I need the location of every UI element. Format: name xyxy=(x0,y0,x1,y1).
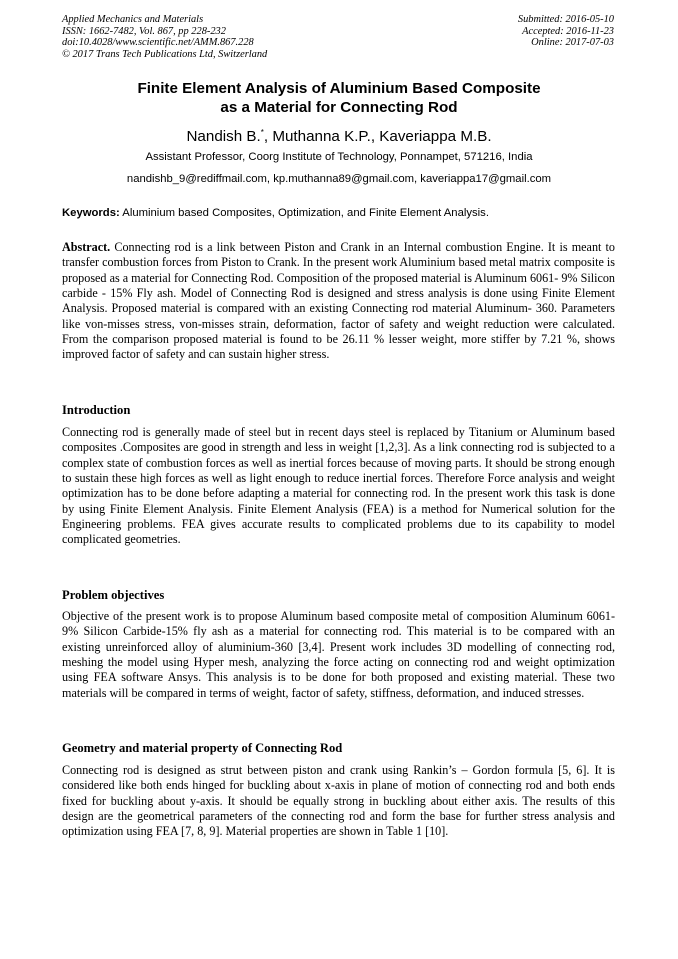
title-line-2: as a Material for Connecting Rod xyxy=(220,98,458,116)
introduction-heading: Introduction xyxy=(62,403,131,417)
author-emails: nandishb_9@rediffmail.com, kp.muthanna89@gmail.com, kaveriappa17@gmail.com xyxy=(126,173,552,185)
author-rest: , Muthanna K.P., Kaveriappa M.B. xyxy=(263,128,492,146)
keywords xyxy=(62,206,616,220)
keywords-label: Keywords: xyxy=(62,207,120,219)
title-line-1: Finite Element Analysis of Aluminium Based Composite xyxy=(137,80,541,97)
paper-title xyxy=(62,80,616,117)
geometry-paragraph: Connecting rod is designed as strut between piston and crank using Rankin’s – Gordon formula [5, 6]. It is considered like both ends hinged for buckling about x-axis in plane of motion of connecting rod and both ends fixed for buckling about y-axis. It should be equally strong in buckling about either axis. The results of this design are the geometrical parameters of the connecting rod and form the base for further stress analysis and optimization using FEA [7, 8, 9]. Material properties are shown in Table 1 [10]. xyxy=(62,763,615,839)
objectives-paragraph: Objective of the present work is to propose Aluminum based composite metal of composition Aluminum 6061- 9% Silicon Carbide-15% fly ash as a material for connecting rod. This material is to be compared with an existing unreinforced alloy of aluminium-360 [3,4]. Present work includes 3D modelling of connecting rod, meshing the model using Hyper mesh, analyzing the force acting on connecting rod and weight optimization using FEA software Ansys. This analysis is to be done for both proposed and existing material. These two materials will be compared in terms of weight, factor of safety, stiffness, deformation, and induced stresses. xyxy=(62,609,615,700)
abstract xyxy=(62,240,615,363)
corresponding-mark: * xyxy=(260,128,264,137)
submitted-date: Submitted: 2016-05-10 xyxy=(517,14,614,25)
online-date: Online: 2017-07-03 xyxy=(531,37,614,49)
doi-line: doi:10.4028/www.scientific.net/AMM.867.228 xyxy=(62,37,254,49)
journal-name: Applied Mechanics and Materials xyxy=(62,14,204,25)
keywords-text: Aluminium based Composites, Optimization, and Finite Element Analysis. xyxy=(119,207,489,219)
abstract-text: Connecting rod is a link between Piston and Crank in an Internal combustion Engine. It is meant to transfer combustion forces from Piston to Crank. In the present work Aluminium based metal matrix composite is proposed as a material for Connecting Rod. Composition of the proposed material is Aluminum 6061- 9% Silicon carbide - 15% Fly ash. Model of Connecting Rod is designed and stress analysis is done using Finite Element Analysis. Proposed material is compared with an existing Connecting rod material Aluminum- 360. Parameters like von-misses stress, von-misses strain, deformation, factor of safety and weight reduction were calculated. From the comparison proposed material is found to be 26.11 % lesser weight, more stiffer by 7.21 %, shows improved factor of safety and can sustain higher stress. xyxy=(62,240,615,362)
accepted-date: Accepted: 2016-11-23 xyxy=(522,25,614,37)
introduction-paragraph: Connecting rod is generally made of steel but in recent days steel is replaced by Titanium or Aluminum based composites .Composites are good in strength and less in weight [1,2,3]. As a link connecting rod is subjected to a complex state of combustion forces as well as inertial forces because of moving parts. It should be strong enough to sustain these high forces as well as light enough to reduce inertial forces. Therefore Force analysis and weight optimization has to be done before adapting a material for connecting rod. In the present work this task is done by using Finite Element Analysis. Finite Element Analysis (FEA) is a method for Numerical solution for the Engineering problems. FEA gives accurate results to complicated problems due to its capability to model complicated geometries. xyxy=(62,425,615,547)
dates-header xyxy=(518,14,614,49)
author-first: Nandish B. xyxy=(186,128,261,146)
abstract-label: Abstract. xyxy=(62,240,111,254)
issn-line: ISSN: 1662-7482, Vol. 867, pp 228-232 xyxy=(62,25,226,37)
copyright-line: © 2017 Trans Tech Publications Ltd, Switzerland xyxy=(62,48,268,60)
affiliation: Assistant Professor, Coorg Institute of Technology, Ponnampet, 571216, India xyxy=(145,151,533,163)
author-list xyxy=(62,124,616,146)
journal-header xyxy=(62,14,267,60)
geometry-heading: Geometry and material property of Connecting Rod xyxy=(62,741,343,755)
objectives-heading: Problem objectives xyxy=(62,588,165,602)
